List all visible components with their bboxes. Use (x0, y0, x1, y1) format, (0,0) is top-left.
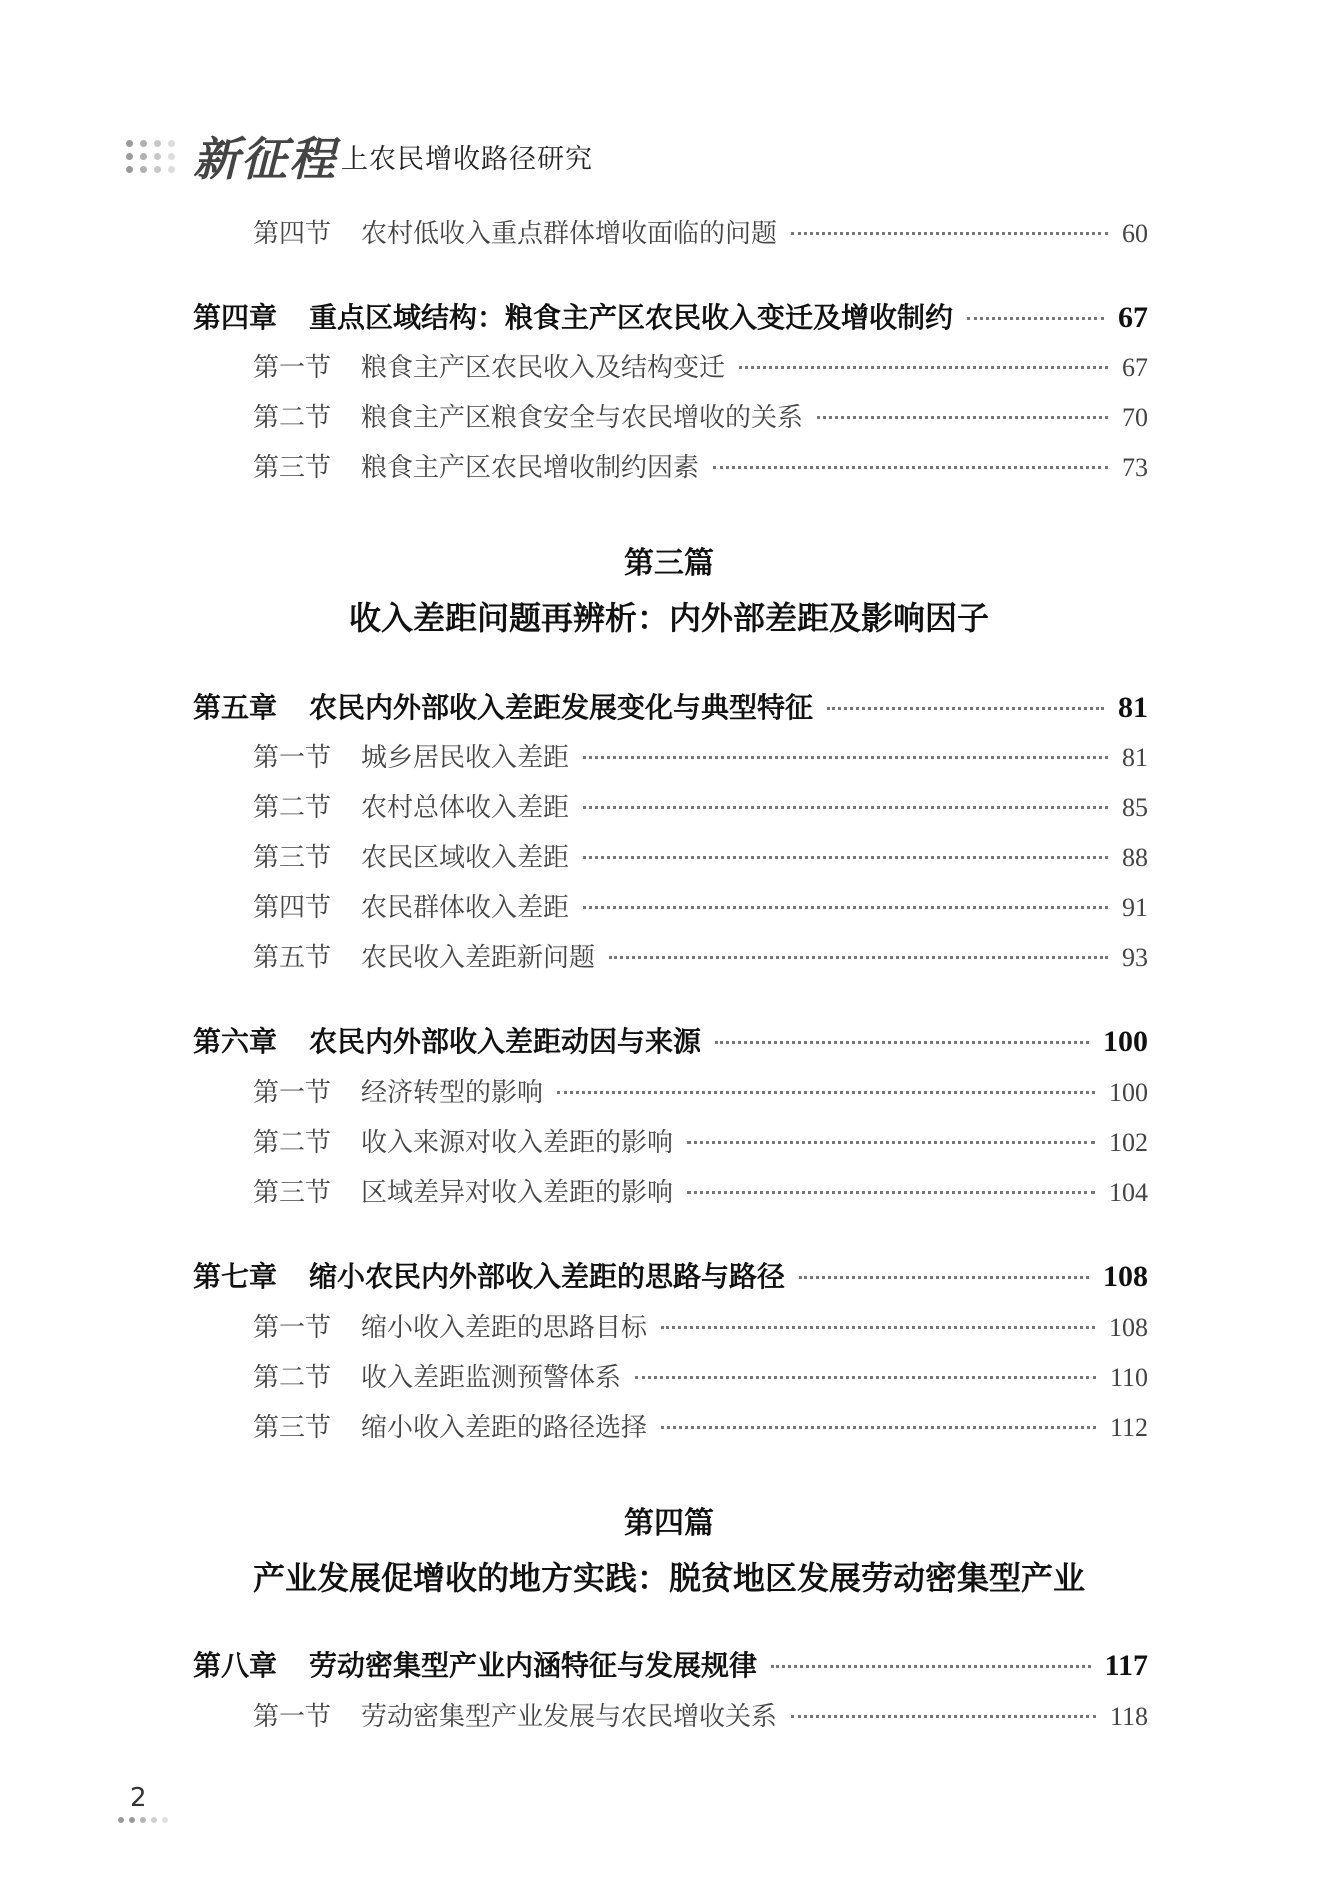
book-title-subtitle: 上农民增收路径研究 (341, 143, 593, 175)
toc-section-row[interactable] (193, 1357, 1148, 1394)
chapter-title: 缩小农民内外部收入差距的思路与路径 (309, 1260, 786, 1293)
toc-section-row[interactable] (193, 737, 1148, 774)
part-title: 产业发展促增收的地方实践：脱贫地区发展劳动密集型产业 (252, 1559, 1085, 1597)
toc-chapter-row[interactable] (193, 1644, 1148, 1684)
chapter-title: 农民内外部收入差距发展变化与典型特征 (309, 691, 814, 724)
section-title: 收入来源对收入差距的影响 (361, 1128, 674, 1158)
dot-leader (583, 856, 1108, 859)
dot-leader (715, 1041, 1089, 1044)
header-dots-ornament (126, 140, 177, 173)
page-number: 88 (1122, 843, 1148, 872)
section-title: 经济转型的影响 (361, 1078, 544, 1108)
section-title: 缩小收入差距的思路目标 (361, 1313, 648, 1343)
section-number: 第一节 (253, 1078, 332, 1108)
folio-page-number: 2 (130, 1783, 147, 1813)
part-title: 收入差距问题再辨析：内外部差距及影响因子 (348, 599, 989, 637)
section-number: 第二节 (253, 403, 332, 433)
toc-chapter-row[interactable] (193, 1255, 1148, 1295)
page-number: 104 (1109, 1178, 1148, 1207)
toc-section-row[interactable] (193, 1407, 1148, 1444)
section-number: 第三节 (253, 1413, 332, 1443)
dot-leader (583, 756, 1108, 759)
toc-section-row[interactable] (193, 787, 1148, 824)
chapter-title: 劳动密集型产业内涵特征与发展规律 (309, 1649, 758, 1682)
toc-section-row[interactable] (193, 1696, 1148, 1733)
page-number: 108 (1103, 1260, 1148, 1293)
section-number: 第四节 (253, 893, 332, 923)
dot-leader (739, 366, 1108, 369)
section-number: 第四节 (253, 219, 332, 249)
section-title: 收入差距监测预警体系 (361, 1363, 622, 1393)
page-number: 100 (1109, 1078, 1148, 1107)
dot-leader (635, 1376, 1096, 1379)
section-title: 农村总体收入差距 (361, 793, 570, 823)
dot-leader (687, 1141, 1095, 1144)
section-number: 第二节 (253, 793, 332, 823)
dot-leader (791, 1715, 1096, 1718)
page-number: 110 (1109, 1363, 1148, 1392)
chapter-title: 重点区域结构：粮食主产区农民收入变迁及增收制约 (309, 301, 954, 334)
section-title: 粮食主产区农民增收制约因素 (361, 453, 700, 483)
toc-section-row[interactable] (193, 837, 1148, 874)
page-footer (118, 1783, 173, 1823)
running-header (126, 128, 593, 184)
page-number: 73 (1122, 453, 1148, 482)
dot-leader (557, 1091, 1095, 1094)
dot-leader (799, 1276, 1089, 1279)
section-number: 第五节 (253, 943, 332, 973)
toc-section-row[interactable] (193, 347, 1148, 384)
section-title: 城乡居民收入差距 (361, 743, 570, 773)
dot-leader (967, 317, 1104, 320)
section-number: 第一节 (253, 353, 332, 383)
part-number: 第三篇 (624, 546, 714, 581)
part-number: 第四篇 (624, 1506, 714, 1541)
section-title: 农民区域收入差距 (361, 843, 570, 873)
section-title: 粮食主产区粮食安全与农民增收的关系 (361, 403, 804, 433)
chapter-title: 农民内外部收入差距动因与来源 (309, 1025, 702, 1058)
dot-leader (713, 466, 1108, 469)
page-number: 85 (1122, 793, 1148, 822)
page-number: 81 (1118, 691, 1148, 724)
section-title: 劳动密集型产业发展与农民增收关系 (361, 1702, 778, 1732)
toc-chapter-row[interactable] (193, 296, 1148, 336)
section-number: 第一节 (253, 1313, 332, 1343)
section-number: 第三节 (253, 453, 332, 483)
dot-leader (583, 906, 1108, 909)
section-title: 区域差异对收入差距的影响 (361, 1178, 674, 1208)
section-number: 第三节 (253, 843, 332, 873)
dot-leader (687, 1191, 1095, 1194)
page-number: 117 (1104, 1649, 1148, 1682)
dot-leader (661, 1326, 1095, 1329)
page-number: 112 (1109, 1413, 1148, 1442)
section-title: 缩小收入差距的路径选择 (361, 1413, 648, 1443)
toc-section-row[interactable] (193, 887, 1148, 924)
section-number: 第一节 (253, 1702, 332, 1732)
toc-chapter-row[interactable] (193, 686, 1148, 726)
section-title: 粮食主产区农民收入及结构变迁 (361, 353, 726, 383)
chapter-number: 第四章 (193, 301, 278, 334)
chapter-number: 第六章 (193, 1025, 278, 1058)
chapter-number: 第五章 (193, 691, 278, 724)
dot-leader (583, 806, 1108, 809)
page-number: 91 (1122, 893, 1148, 922)
chapter-number: 第八章 (193, 1649, 278, 1682)
toc-section-row[interactable] (193, 1122, 1148, 1159)
toc-section-row[interactable] (193, 1307, 1148, 1344)
section-title: 农村低收入重点群体增收面临的问题 (361, 219, 778, 249)
dot-leader (771, 1665, 1091, 1668)
dot-leader (661, 1426, 1096, 1429)
dot-leader (609, 956, 1108, 959)
page-number: 70 (1122, 403, 1148, 432)
toc-section-row[interactable] (193, 1072, 1148, 1109)
section-number: 第二节 (253, 1363, 332, 1393)
toc-section-row[interactable] (193, 1172, 1148, 1209)
section-title: 农民收入差距新问题 (361, 943, 596, 973)
toc-chapter-row[interactable] (193, 1020, 1148, 1060)
toc-section-row[interactable] (193, 937, 1148, 974)
page-number: 108 (1109, 1313, 1148, 1342)
toc-section-row[interactable] (193, 447, 1148, 484)
page-number: 60 (1122, 219, 1148, 248)
page-number: 67 (1118, 301, 1148, 334)
toc-section-row[interactable] (193, 213, 1148, 250)
toc-section-row[interactable] (193, 397, 1148, 434)
dot-leader (791, 232, 1108, 235)
section-number: 第三节 (253, 1178, 332, 1208)
book-title-brand: 新征程 (193, 132, 337, 186)
page-number: 118 (1109, 1702, 1148, 1731)
dot-leader (817, 416, 1108, 419)
section-title: 农民群体收入差距 (361, 893, 570, 923)
page-number: 81 (1122, 743, 1148, 772)
section-number: 第二节 (253, 1128, 332, 1158)
dot-leader (827, 707, 1104, 710)
page-number: 67 (1122, 353, 1148, 382)
page-number: 93 (1122, 943, 1148, 972)
section-number: 第一节 (253, 743, 332, 773)
chapter-number: 第七章 (193, 1260, 278, 1293)
footer-dots-ornament (118, 1817, 173, 1823)
page-number: 100 (1103, 1025, 1148, 1058)
page-number: 102 (1109, 1128, 1148, 1157)
